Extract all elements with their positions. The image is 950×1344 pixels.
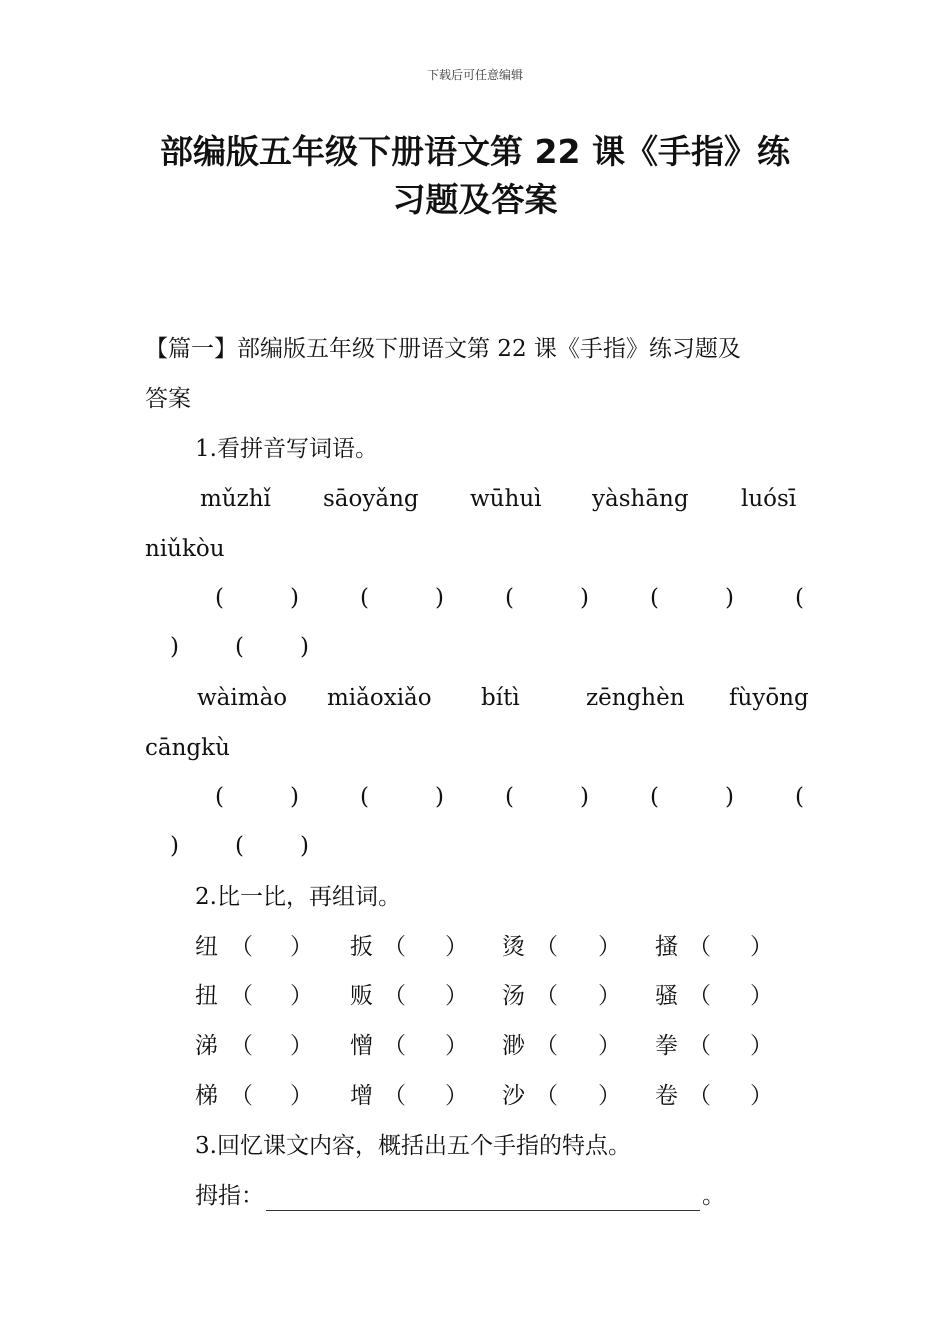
- answer-blanks-row-1-wrap: [145, 632, 805, 662]
- char: 卷: [655, 1083, 678, 1109]
- close-paren: ）: [750, 1033, 773, 1059]
- thumb-label: 拇指：: [195, 1183, 264, 1209]
- close-paren: ）: [750, 983, 773, 1009]
- open-paren: （: [535, 934, 558, 960]
- char: 贩: [350, 983, 373, 1009]
- open-paren: （: [535, 983, 558, 1009]
- close-paren: ）: [750, 1083, 773, 1109]
- section-heading-line-1: 【篇一】部编版五年级下册语文第 22 课《手指》练习题及: [145, 336, 741, 362]
- char-compare-row: [145, 981, 805, 1011]
- header-note: 下载后可任意编辑: [426, 68, 523, 82]
- close-paren: ): [290, 784, 299, 810]
- open-paren: (: [795, 784, 804, 810]
- open-paren: (: [235, 833, 244, 859]
- open-paren: (: [360, 784, 369, 810]
- pinyin-word: zēnghèn: [586, 685, 685, 711]
- q3-prompt: 3.回忆课文内容，概括出五个手指的特点。: [195, 1133, 631, 1159]
- close-paren: ）: [445, 1033, 468, 1059]
- open-paren: （: [383, 1083, 406, 1109]
- open-paren: (: [650, 784, 659, 810]
- close-paren: ): [435, 784, 444, 810]
- open-paren: （: [230, 983, 253, 1009]
- open-paren: （: [230, 1083, 253, 1109]
- open-paren: （: [688, 1033, 711, 1059]
- char: 汤: [502, 983, 525, 1009]
- close-paren: ): [290, 585, 299, 611]
- char: 扭: [195, 983, 218, 1009]
- answer-blanks-row-2: [145, 782, 805, 812]
- pinyin-row-1: [145, 484, 805, 514]
- open-paren: （: [688, 983, 711, 1009]
- close-paren: ）: [598, 1033, 621, 1059]
- open-paren: （: [383, 983, 406, 1009]
- close-paren: ): [435, 585, 444, 611]
- section-heading-line-2: 答案: [145, 386, 191, 412]
- open-paren: (: [215, 585, 224, 611]
- close-paren: ): [580, 585, 589, 611]
- title-line-1: 部编版五年级下册语文第 22 课《手指》练: [160, 132, 790, 171]
- pinyin-word: yàshāng: [592, 486, 689, 512]
- open-paren: （: [535, 1033, 558, 1059]
- end-mark: 。: [702, 1183, 725, 1209]
- close-paren: ）: [290, 1033, 313, 1059]
- open-paren: （: [688, 1083, 711, 1109]
- open-paren: (: [215, 784, 224, 810]
- answer-blank[interactable]: [266, 1188, 700, 1211]
- open-paren: （: [535, 1083, 558, 1109]
- char: 纽: [195, 934, 218, 960]
- open-paren: （: [230, 1033, 253, 1059]
- close-paren: ): [300, 634, 309, 660]
- pinyin-word: wūhuì: [470, 486, 542, 512]
- pinyin-word: cāngkù: [145, 735, 230, 761]
- open-paren: （: [383, 1033, 406, 1059]
- char: 涕: [195, 1033, 218, 1059]
- open-paren: (: [360, 585, 369, 611]
- char-compare-row: [145, 1031, 805, 1061]
- char: 拳: [655, 1033, 678, 1059]
- answer-blanks-row-1: [145, 583, 805, 613]
- close-paren: ）: [445, 934, 468, 960]
- char: 增: [350, 1083, 373, 1109]
- open-paren: （: [383, 934, 406, 960]
- close-paren: ）: [598, 1083, 621, 1109]
- char: 渺: [502, 1033, 525, 1059]
- open-paren: （: [230, 934, 253, 960]
- close-paren: ）: [598, 934, 621, 960]
- char: 沙: [502, 1083, 525, 1109]
- q2-prompt: 2.比一比，再组词。: [195, 884, 401, 910]
- close-paren: ）: [290, 934, 313, 960]
- close-paren: ): [580, 784, 589, 810]
- title-line-2: 习题及答案: [392, 180, 558, 219]
- char-compare-row: [145, 932, 805, 962]
- pinyin-word: mǔzhǐ: [200, 486, 271, 512]
- close-paren: ）: [445, 983, 468, 1009]
- char: 扳: [350, 934, 373, 960]
- close-paren: ): [725, 585, 734, 611]
- open-paren: (: [795, 585, 804, 611]
- open-paren: (: [505, 784, 514, 810]
- open-paren: (: [505, 585, 514, 611]
- char: 搔: [655, 934, 678, 960]
- close-paren: ）: [445, 1083, 468, 1109]
- close-paren: ）: [750, 934, 773, 960]
- close-paren: ）: [290, 1083, 313, 1109]
- open-paren: (: [650, 585, 659, 611]
- close-paren: ): [725, 784, 734, 810]
- open-paren: （: [688, 934, 711, 960]
- pinyin-word: bítì: [481, 685, 520, 711]
- char-compare-row: [145, 1081, 805, 1111]
- close-paren: ): [170, 634, 179, 660]
- pinyin-word: wàimào: [197, 685, 288, 711]
- close-paren: ）: [290, 983, 313, 1009]
- pinyin-row-2: [145, 683, 809, 713]
- answer-blanks-row-2-wrap: [145, 831, 805, 861]
- close-paren: ）: [598, 983, 621, 1009]
- close-paren: ): [170, 833, 179, 859]
- page-title: [145, 128, 805, 224]
- char: 憎: [350, 1033, 373, 1059]
- open-paren: (: [235, 634, 244, 660]
- pinyin-word: sāoyǎng: [323, 486, 419, 512]
- close-paren: ): [300, 833, 309, 859]
- char: 骚: [655, 983, 678, 1009]
- q1-prompt: 1.看拼音写词语。: [195, 436, 378, 462]
- pinyin-word: miǎoxiǎo: [327, 685, 432, 711]
- pinyin-word: luósī: [741, 486, 797, 512]
- pinyin-word: fùyōng: [729, 685, 809, 711]
- pinyin-word: niǔkòu: [145, 536, 225, 562]
- char: 梯: [195, 1083, 218, 1109]
- thumb-answer-line: [195, 1181, 725, 1211]
- char: 烫: [502, 934, 525, 960]
